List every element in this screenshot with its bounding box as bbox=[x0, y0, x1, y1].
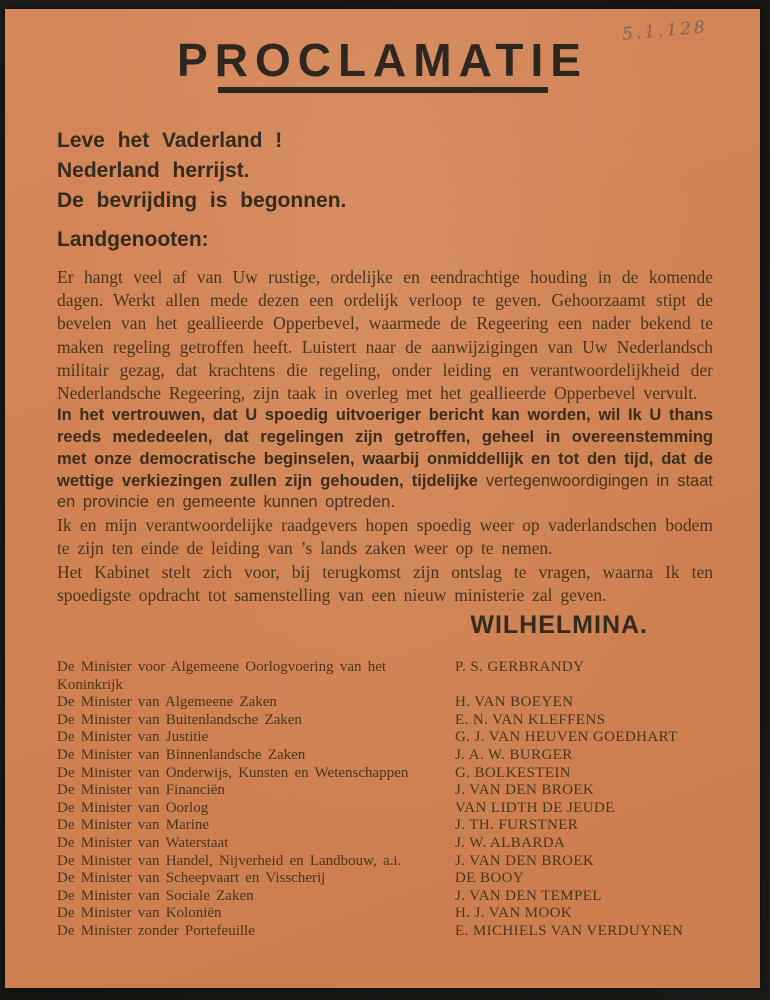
ministers-list bbox=[57, 659, 715, 941]
body-paragraph-3: Ik en mijn verantwoordelijke raadgevers hopen spoedig weer op vaderlandschen bodem te zijn ten einde de leiding van ’s lands zaken weer op te nemen. bbox=[57, 515, 713, 559]
minister-name: J. VAN DEN BROEK bbox=[455, 782, 595, 799]
minister-name: G. BOLKESTEIN bbox=[455, 764, 572, 781]
minister-office: De Minister voor Algemeene Oorlogvoering van het Koninkrijk bbox=[57, 659, 387, 693]
slogan-line-1: Leve het Vaderland ! bbox=[57, 129, 283, 152]
minister-name: G. J. VAN HEUVEN GOEDHART bbox=[455, 729, 678, 746]
minister-name: E. N. VAN KLEFFENS bbox=[455, 711, 606, 728]
body-copy bbox=[57, 266, 713, 607]
minister-name: H. VAN BOEYEN bbox=[455, 694, 574, 711]
minister-office: De Minister van Handel, Nijverheid en Landbouw, a.i. bbox=[57, 852, 402, 869]
body-paragraph-2-bold: In het vertrouwen, dat U spoedig uitvoeriger bericht kan worden, wil Ik U thans reeds mededeelen, dat regelingen zijn getroffen, geheel in overeenstemming met onze democratische beginselen, waarbij onmiddellijk en tot den tijd, dat de wettige verkiezingen zullen zijn gehouden, tijdelijke bbox=[57, 406, 713, 490]
slogan-line-2: Nederland herrijst. bbox=[57, 159, 250, 182]
body-paragraph-4: Het Kabinet stelt zich voor, bij terugkomst zijn ontslag te vragen, waarna Ik ten spoedigste opdracht tot samenstelling van een nieuw ministerie zal geven. bbox=[57, 561, 713, 605]
salutation: Landgenooten: bbox=[57, 228, 209, 251]
handwritten-catalog-number: 5.1.128 bbox=[621, 17, 709, 45]
minister-name: E. MICHIELS VAN VERDUYNEN bbox=[455, 922, 684, 939]
minister-office: De Minister van Sociale Zaken bbox=[57, 887, 254, 904]
body-paragraph-2 bbox=[57, 405, 713, 514]
minister-name: J. VAN DEN BROEK bbox=[455, 852, 595, 869]
minister-office: De Minister van Oorlog bbox=[57, 799, 209, 816]
minister-name: DE BOOY bbox=[455, 870, 525, 887]
minister-name: P. S. GERBRANDY bbox=[455, 659, 585, 676]
minister-name: H. J. VAN MOOK bbox=[455, 905, 573, 922]
document-title: PROCLAMATIE bbox=[177, 34, 588, 86]
minister-office: De Minister zonder Portefeuille bbox=[57, 922, 255, 939]
minister-office: De Minister van Financiën bbox=[57, 782, 225, 799]
minister-office: De Minister van Justitie bbox=[57, 729, 209, 746]
body-paragraph-2-regular: vertegenwoordigingen in staat en provincie en gemeente kunnen optreden. bbox=[57, 471, 713, 512]
minister-name: J. A. W. BURGER bbox=[455, 746, 573, 763]
minister-office: De Minister van Scheepvaart en Visscherij bbox=[57, 870, 326, 887]
minister-office: De Minister van Algemeene Zaken bbox=[57, 694, 277, 711]
minister-office: De Minister van Buitenlandsche Zaken bbox=[57, 711, 302, 728]
minister-office: De Minister van Waterstaat bbox=[57, 834, 229, 851]
slogan-line-3: De bevrijding is begonnen. bbox=[57, 189, 347, 212]
minister-office: De Minister van Onderwijs, Kunsten en Wetenschappen bbox=[57, 764, 409, 781]
body-paragraph-1: Er hangt veel af van Uw rustige, ordelijke en eendrachtige houding in de komende dagen. Werkt allen mede dezen een ordelijk verloop te geven. Gehoorzaamt stipt de bevelen van het geallieerde Opperbevel, waarmede de Regeering een nader bekend te maken regeling getroffen heeft. Luistert naar de aanwijzigingen van Uw Nederlandsch militair gezag, dat krachtens die regeling, onder leiding en verantwoordelijkheid der Nederlandsche Regeering, zijn taak in overleg met het geallieerde Opperbevel vervult. bbox=[57, 267, 713, 404]
minister-name: J. W. ALBARDA bbox=[455, 834, 566, 851]
title-underline bbox=[218, 87, 548, 93]
proclamation-document bbox=[5, 9, 760, 988]
slogan-block bbox=[57, 126, 713, 216]
minister-name: J. TH. FURSTNER bbox=[455, 817, 579, 834]
signature-wilhelmina: WILHELMINA. bbox=[470, 611, 648, 640]
minister-office: De Minister van Binnenlandsche Zaken bbox=[57, 746, 306, 763]
minister-name: VAN LIDTH DE JEUDE bbox=[455, 799, 615, 816]
minister-office: De Minister van Marine bbox=[57, 817, 210, 834]
minister-name: J. VAN DEN TEMPEL bbox=[455, 887, 602, 904]
minister-office: De Minister van Koloniën bbox=[57, 905, 222, 922]
